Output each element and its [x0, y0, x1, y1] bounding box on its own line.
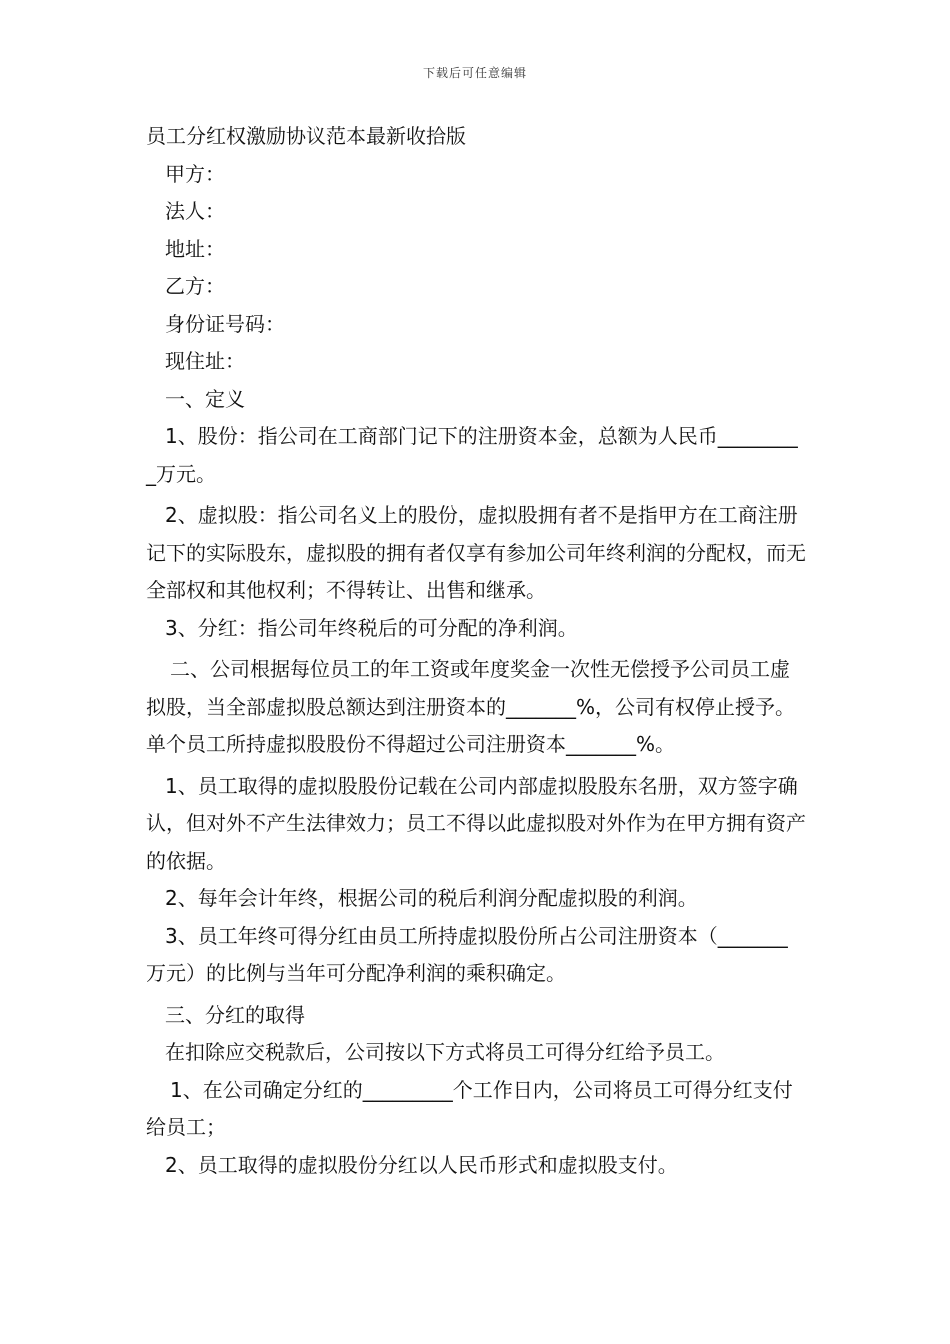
section-1-item-2: 2、虚拟股：指公司名义上的股份，虚拟股拥有者不是指甲方在工商注册记下的实际股东，虚拟股的拥有者仅享有参加公司年终利润的分配权，而无全部权和其他权利；不得转让、出售和继承。 [146, 503, 806, 602]
document-title: 员工分红权激励协议范本最新收拾版 [146, 124, 466, 148]
section-3-intro: 在扣除应交税款后，公司按以下方式将员工可得分红给予员工。 [165, 1040, 725, 1064]
section-1-item-3: 3、分红：指公司年终税后的可分配的净利润。 [165, 615, 578, 640]
section-3-item-1: 1、在公司确定分红的_________个工作日内，公司将员工可得分红支付给员工； [146, 1077, 793, 1139]
party-a-label: 甲方： [165, 161, 225, 186]
page-header-note: 下载后可任意编辑 [422, 66, 527, 80]
section-2-intro: 二、公司根据每位员工的年工资或年度奖金一次性无偿授予公司员工虚拟股，当全部虚拟股总额达到注册资本的_______%，公司有权停止授予。单个员工所持虚拟股股份不得超过公司注册资本_______%。 [146, 657, 796, 756]
section-1-item-1: 1、股份：指公司在工商部门记下的注册资本金，总额为人民币_________万元。 [146, 424, 798, 486]
section-2-item-3: 3、员工年终可得分红由员工所持虚拟股份所占公司注册资本（_______万元）的比例与当年可分配净利润的乘积确定。 [146, 923, 788, 985]
current-address-label: 现住址： [165, 349, 245, 373]
document-body [146, 118, 806, 1184]
address-label: 地址： [165, 236, 225, 261]
section-3-heading: 三、分红的取得 [165, 1002, 305, 1027]
section-2-item-2: 2、每年会计年终，根据公司的税后利润分配虚拟股的利润。 [165, 886, 698, 910]
section-1-heading: 一、定义 [165, 386, 245, 411]
section-3-item-2: 2、员工取得的虚拟股份分红以人民币形式和虚拟股支付。 [165, 1152, 678, 1177]
id-number-label: 身份证号码： [165, 311, 285, 336]
section-2-item-1: 1、员工取得的虚拟股股份记载在公司内部虚拟股股东名册，双方签字确认，但对外不产生法律效力；员工不得以此虚拟股对外作为在甲方拥有资产的依据。 [146, 773, 806, 873]
party-b-label: 乙方： [165, 274, 225, 298]
legal-person-label: 法人： [165, 199, 225, 223]
